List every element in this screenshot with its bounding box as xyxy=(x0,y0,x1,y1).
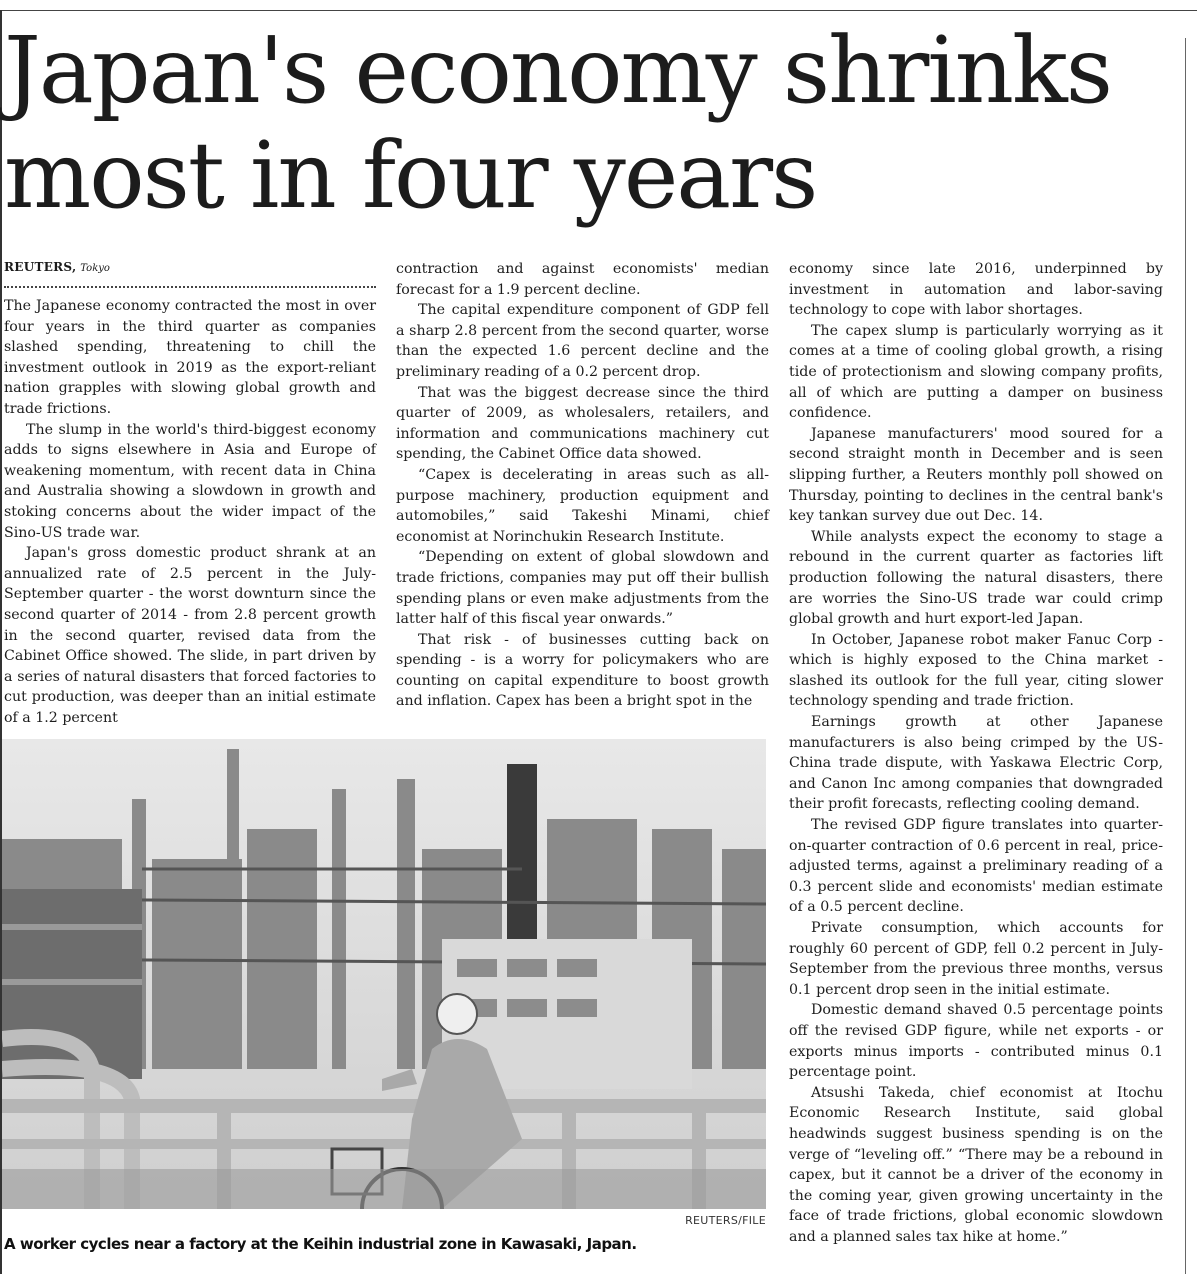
byline xyxy=(4,260,110,274)
byline-divider xyxy=(4,286,376,288)
paragraph: The revised GDP figure translates into quarter-on-quarter contraction of 0.6 percent in real, price-adjusted terms, against a preliminary reading of a 0.3 percent slide and economists' median estimate of a 0.5 percent decline. xyxy=(789,817,1163,916)
paragraph: That risk - of businesses cutting back on spending - is a worry for policymakers who are counting on capital expenditure to boost growth and inflation. Capex has been a bright spot in the xyxy=(396,631,769,710)
paragraph: Atsushi Takeda, chief economist at Itochu Economic Research Institute, said global headwinds suggest business spending is on the verge of “leveling off.” “There may be a rebound in capex, but it cannot be a driver of the economy in the coming year, given growing uncertainty in the face of trade frictions, global economic slowdown and a planned sales tax hike at home.” xyxy=(789,1084,1163,1245)
paragraph: economy since late 2016, underpinned by investment in automation and labor-saving technology to cope with labor shortages. xyxy=(789,261,1163,319)
factory-photo xyxy=(2,739,766,1209)
byline-place: Tokyo xyxy=(80,263,110,274)
paragraph: Domestic demand shaved 0.5 percentage points off the revised GDP figure, while net exports - or exports minus imports - contributed minus 0.1 percentage point. xyxy=(789,1002,1163,1081)
paragraph: The Japanese economy contracted the most in over four years in the third quarter as companies slashed spending, threatening to chill the investment outlook in 2019 as the export-reliant nation grapples with slowing global growth and trade frictions. xyxy=(4,298,376,417)
paragraph: The capex slump is particularly worrying as it comes at a time of cooling global growth, a rising tide of protectionism and slowing company profits, all of which are putting a damper on business confidence. xyxy=(789,322,1163,422)
article-column-1 xyxy=(4,296,376,728)
paragraph: Japanese manufacturers' mood soured for a second straight month in December and is seen slipping further, a Reuters monthly poll showed on Thursday, pointing to declines in the central bank's key tankan survey due out Dec. 14. xyxy=(789,425,1163,525)
column-rule-right xyxy=(1185,38,1186,1274)
paragraph: contraction and against economists' median forecast for a 1.9 percent decline. xyxy=(396,261,769,298)
paragraph: While analysts expect the economy to stage a rebound in the current quarter as factories lift production following the natural disasters, there are worries the Sino-US trade war could crimp global growth and hurt export-led Japan. xyxy=(789,528,1163,628)
paragraph: Japan's gross domestic product shrank at an annualized rate of 2.5 percent in the July-September quarter - the worst downturn since the second quarter of 2014 - from 2.8 percent growth in the second quarter, revised data from the Cabinet Office showed. The slide, in part driven by a series of natural disasters that forced factories to cut production, was deeper than an initial estimate of a 1.2 percent xyxy=(4,545,376,726)
paragraph: That was the biggest decrease since the third quarter of 2009, as wholesalers, retailers, and information and communications machinery cut spending, the Cabinet Office data showed. xyxy=(396,384,769,463)
paragraph: “Capex is decelerating in areas such as all-purpose machinery, production equipment and automobiles,” said Takeshi Minami, chief economist at Norinchukin Research Institute. xyxy=(396,466,769,545)
article-column-3 xyxy=(789,259,1163,1248)
headline: Japan's economy shrinks most in four years xyxy=(4,17,1112,229)
paragraph: The slump in the world's third-biggest economy adds to signs elsewhere in Asia and Europe of weakening momentum, with recent data in China and Australia showing a slowdown in growth and stoking concerns about the wider impact of the Sino-US trade war. xyxy=(4,421,376,541)
top-rule xyxy=(0,10,1197,11)
byline-agency: REUTERS, xyxy=(4,260,77,274)
paragraph: Private consumption, which accounts for roughly 60 percent of GDP, fell 0.2 percent in July-September from the previous three months, versus 0.1 percent drop seen in the initial estimate. xyxy=(789,920,1163,998)
paragraph: The capital expenditure component of GDP fell a sharp 2.8 percent from the second quarter, worse than the expected 1.6 percent decline and the preliminary reading of a 0.2 percent drop. xyxy=(396,302,769,380)
paragraph: Earnings growth at other Japanese manufacturers is also being crimped by the US-China trade dispute, with Yaskawa Electric Corp, and Canon Inc among companies that downgraded their profit forecasts, reflecting cooling demand. xyxy=(789,714,1163,813)
photo-credit: REUTERS/FILE xyxy=(685,1214,766,1227)
paragraph: “Depending on extent of global slowdown and trade frictions, companies may put off their bullish spending plans or even make adjustments from the latter half of this fiscal year onwards.” xyxy=(396,549,769,628)
photo-caption: A worker cycles near a factory at the Keihin industrial zone in Kawasaki, Japan. xyxy=(4,1235,637,1253)
article-column-2 xyxy=(396,259,769,712)
paragraph: In October, Japanese robot maker Fanuc Corp - which is highly exposed to the China market - slashed its outlook for the full year, citing slower technology spending and trade friction. xyxy=(789,631,1163,710)
